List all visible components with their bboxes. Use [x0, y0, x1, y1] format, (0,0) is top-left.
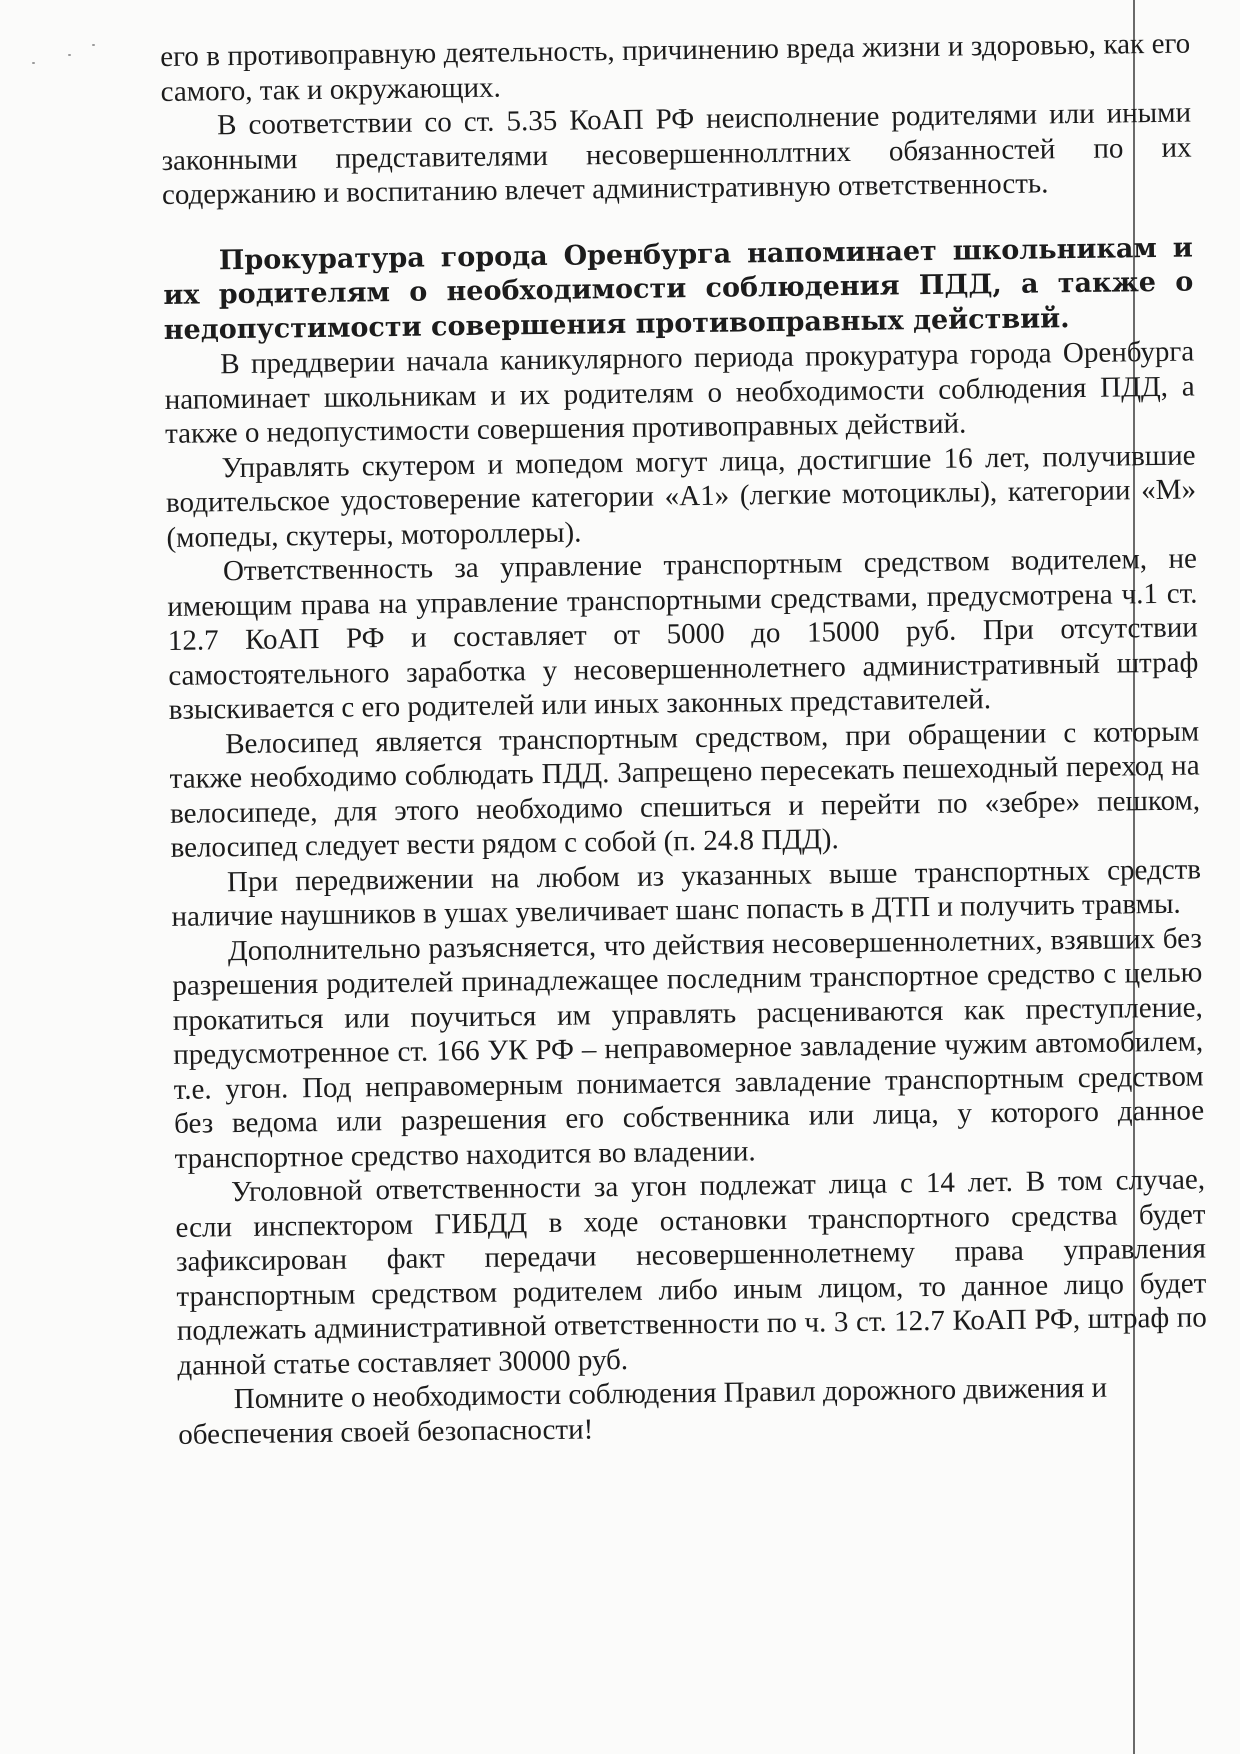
section-heading: Прокуратура города Оренбурга напоминает школьникам и их родителям о необходимости соблюдения ПДД, а также о недопустимости совершения противоправных действий.: [163, 232, 1194, 346]
scan-specks: [28, 40, 118, 80]
paragraph-criminal-liability: Уголовной ответственности за угон подлежат лица с 14 лет. В том случае, если инспектором ГИБДД в ходе остановки транспортного средства будет зафиксирован факт передачи несовершеннолетнему права управления транспортным средством родителем либо иным лицом, то данное лицо будет подлежать административной ответственности по ч. 3 ст. 12.7 КоАП РФ, штраф по данной статье составляет 30000 руб.: [175, 1163, 1208, 1382]
paragraph-liability: Ответственность за управление транспортным средством водителем, не имеющим права на управление транспортными средствами, предусмотрена ч.1 ст. 12.7 КоАП РФ и составляет от 5000 до 15000 руб. При отсутствии самостоятельного заработка у несовершеннолетнего административный штраф взыскивается с его родителей или иных законных представителей.: [167, 542, 1199, 726]
paragraph-bicycle: Велосипед является транспортным средством, при обращении с которым также необходимо соблюдать ПДД. Запрещено пересекать пешеходный переход на велосипеде, для этого необходимо спешиться и перейти по «зебре» пешком, велосипед следует вести рядом с собой (п. 24.8 ПДД).: [169, 714, 1201, 864]
paragraph-car-theft: Дополнительно разъясняется, что действия несовершеннолетних, взявших без разрешения родителей принадлежащее последним транспортное средство с целью прокатиться или поучиться им управлять расцениваются как преступление, предусмотренное ст. 166 УК РФ – неправомерное завладение чужим автомобилем, т.е. угон. Под неправомерным понимается завладение транспортным средством без ведома или разрешения его собственника или лица, у которого данное транспортное средство находится во владении.: [172, 921, 1205, 1175]
paragraph-intro: В преддверии начала каникулярного периода прокуратура города Оренбурга напоминает школьникам и их родителям о необходимости соблюдения ПДД, а также о недопустимости совершения противоправных действий.: [164, 335, 1195, 450]
paragraph-scooter: Управлять скутером и мопедом могут лица, достигшие 16 лет, получившие водительское удостоверение категории «А1» (легкие мотоциклы), категории «М» (мопеды, скутеры, мотороллеры).: [165, 438, 1197, 554]
paragraph-continuation: его в противоправную деятельность, причинению вреда жизни и здоровью, как его самого, так и окружающих.: [160, 27, 1191, 108]
paragraph-koap-5-35: В соответствии со ст. 5.35 КоАП РФ неисполнение родителями или иными законными представителями несовершенноллтних обязанностей по их содержанию и воспитанию влечет административную ответственность.: [161, 96, 1192, 211]
paragraph-headphones: При передвижении на любом из указанных выше транспортных средств наличие наушников в ушах увеличивает шанс попасть в ДТП и получить травмы.: [171, 852, 1202, 933]
document-body: [160, 27, 1208, 1452]
paragraph-closing: Помните о необходимости соблюдения Правил дорожного движения и обеспечения своей безопасности!: [178, 1371, 1108, 1451]
